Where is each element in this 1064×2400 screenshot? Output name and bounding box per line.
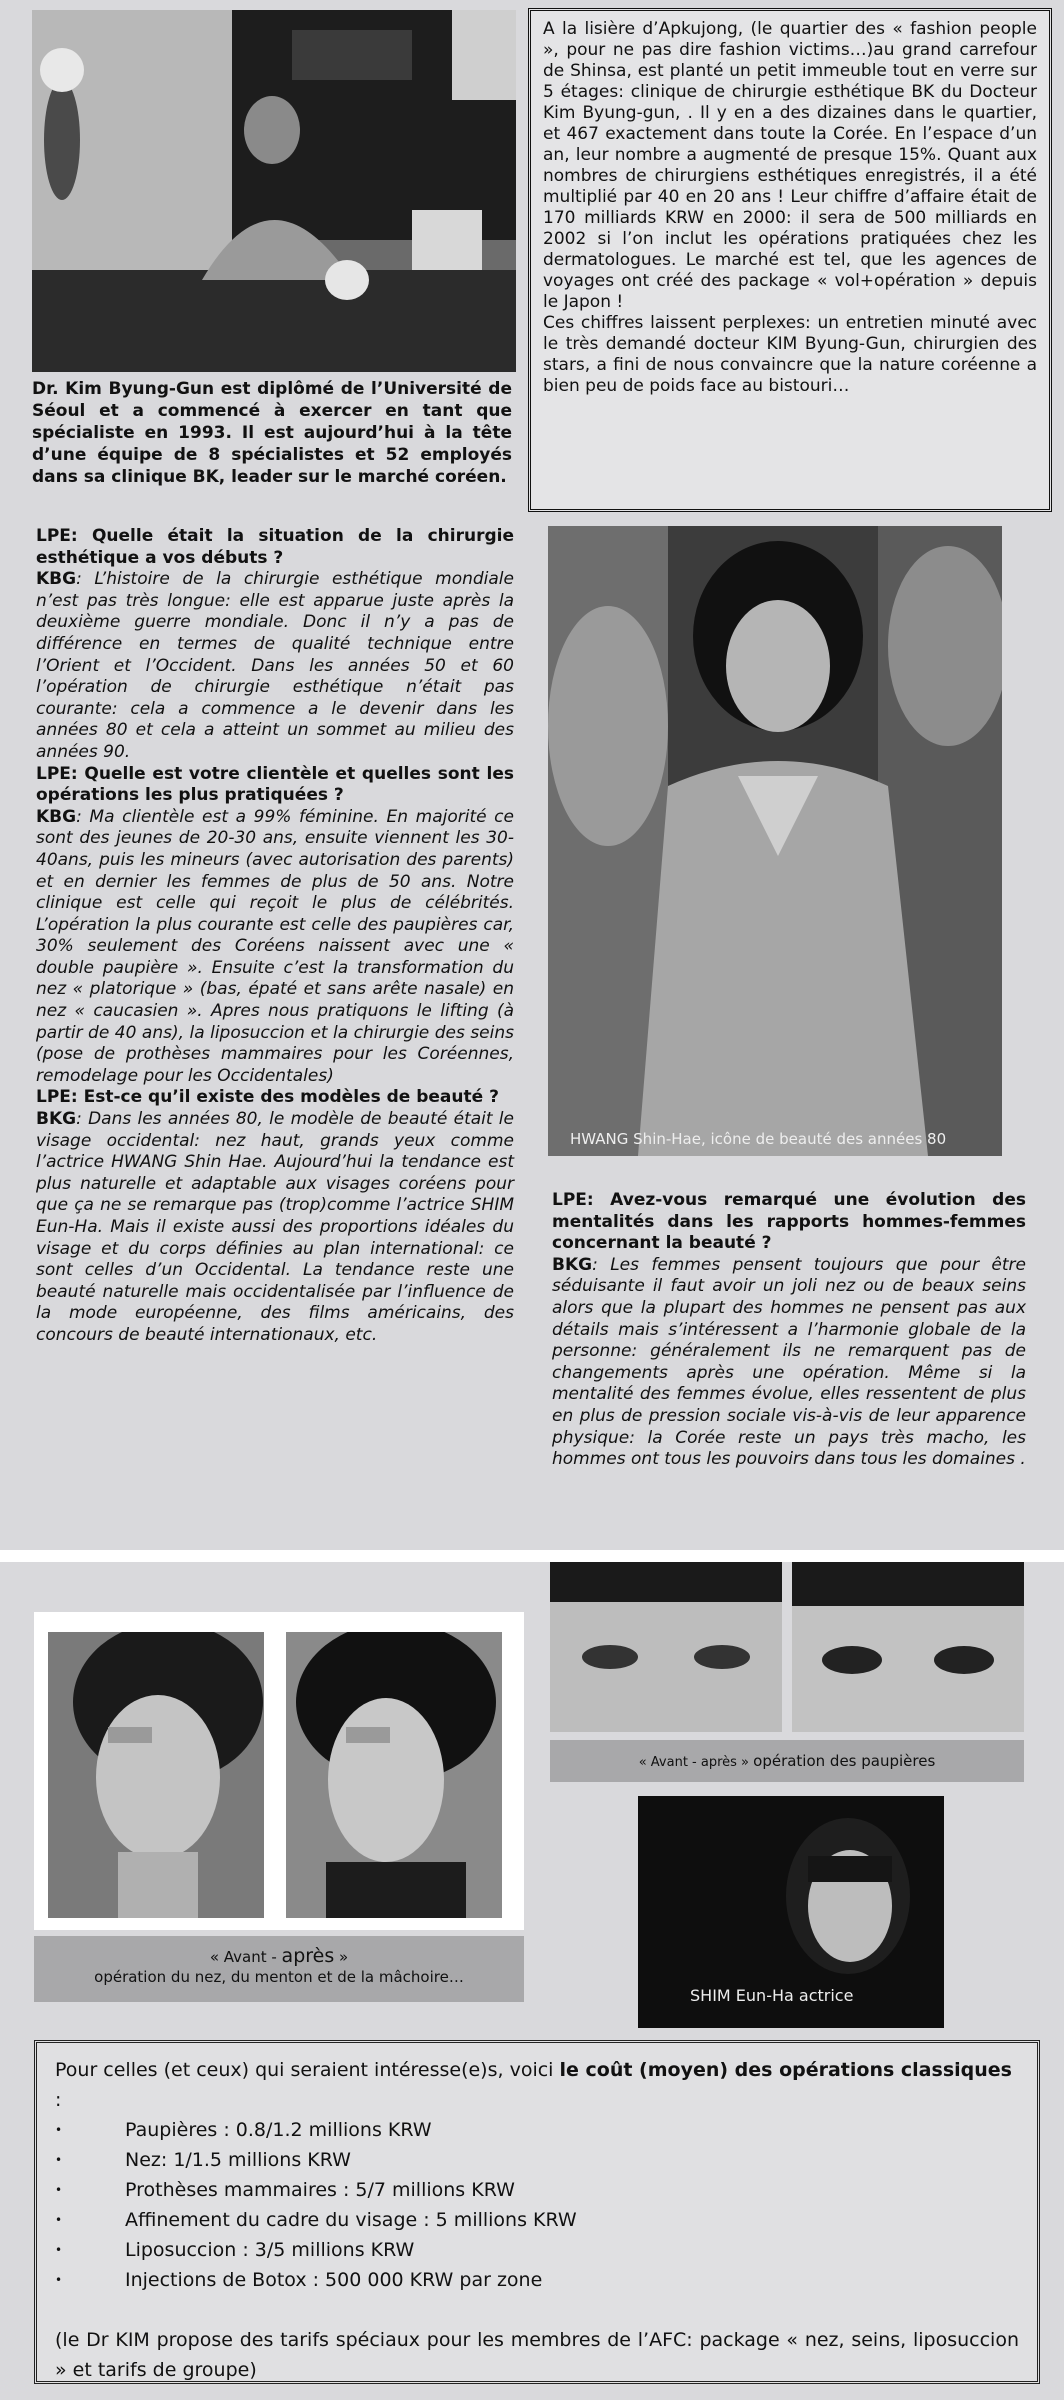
answer-3-tag: BKG	[36, 1109, 77, 1130]
answer-1-text: : L’histoire de la chirurgie esthétique mondiale n’est pas très longue: elle est apparue juste après la deuxième guerre mondiale. Donc il n’y a pas de différence en termes de qualité technique entre l’Orient et l’Occident. Dans les années 50 et 60 l’opération de chirurgie esthétique n’était pas courante: cela a commence a le devenir dans les années 80 et cela a atteint un sommet au milieu des années 90.	[36, 569, 514, 762]
answer-1-tag: KBG	[36, 569, 77, 590]
hwang-photo-caption: HWANG Shin-Hae, icône de beauté des années 80	[570, 1130, 947, 1148]
price-list	[55, 2115, 1019, 2295]
question-3-tag: LPE	[36, 1087, 71, 1108]
answer-4-tag: BKG	[552, 1254, 593, 1275]
price-intro-end: :	[55, 2089, 62, 2111]
price-item-breast-implants: • Prothèses mammaires : 5/7 millions KRW	[55, 2175, 1019, 2205]
answer-2-tag: KBG	[36, 806, 77, 827]
page-separator	[0, 1550, 1064, 1562]
question-4-tag: LPE	[552, 1190, 587, 1210]
shim-photo-caption: SHIM Eun-Ha actrice	[690, 1986, 854, 2005]
nose-after-photo	[286, 1632, 502, 1918]
price-note: (le Dr KIM propose des tarifs spéciaux pour les membres de l’AFC: package « nez, seins, liposuccion » et tarifs de groupe)	[55, 2329, 1019, 2381]
answer-4-text: : Les femmes pensent toujours que pour être séduisante il faut avoir un joli nez ou de beaux seins alors que la plupart des hommes ne pensent pas aux détails mais s’intéressent a l’harmonie globale de la personne: généralement ils ne remarquent pas de changements après une opération. Même si la mentalité des femmes évolue, elles ressentent de plus en plus de pression sociale vis-à-vis de leur apparence physique: la Corée reste un pays très macho, les hommes ont tous les pouvoirs dans tous les domaines .	[552, 1254, 1026, 1470]
nose-caption-before: « Avant -	[209, 1948, 282, 1966]
answer-2	[36, 807, 514, 1088]
nose-caption-close: »	[334, 1948, 349, 1966]
question-3-text: : Est-ce qu’il existe des modèles de beauté ?	[70, 1087, 499, 1108]
eyes-after-photo	[792, 1562, 1024, 1732]
answer-3	[36, 1109, 514, 1347]
price-item-face-contour: • Affinement du cadre du visage : 5 millions KRW	[55, 2205, 1019, 2235]
eyes-caption-operation: opération des paupières	[753, 1752, 936, 1770]
nose-before-photo	[48, 1632, 264, 1918]
intro-paragraph-2: Ces chiffres laissent perplexes: un entretien minuté avec le très demandé docteur KIM Byung-Gun, chirurgien des stars, a fini de nous convaincre que la nature coréenne a bien peu de poids face au bistouri…	[543, 313, 1037, 396]
nose-caption-line-2: opération du nez, du menton et de la mâchoire…	[94, 1968, 464, 1986]
intro-box	[528, 8, 1052, 512]
question-3	[36, 1087, 514, 1109]
question-1-text: : Quelle était la situation de la chirurgie esthétique a vos débuts ?	[36, 526, 514, 568]
answer-1	[36, 569, 514, 763]
nose-caption-line-1	[34, 1946, 524, 1967]
nose-caption	[34, 1936, 524, 2002]
question-1-tag: LPE	[36, 526, 71, 546]
interview-left-column	[36, 526, 514, 1347]
question-1	[36, 526, 514, 569]
price-intro-bold: le coût (moyen) des opérations classiques	[559, 2059, 1012, 2081]
doctor-office-photo	[32, 10, 516, 372]
answer-3-text: : Dans les années 80, le modèle de beauté était le visage occidental: nez haut, grands yeux comme l’actrice HWANG Shin Hae. Aujourd’hui la tendance est plus naturelle et adaptable aux visages coréens pour que ça ne se remarque pas (trop)comme l’actrice SHIM Eun-Ha. Mais il existe aussi des proportions idéales du visage et du corps définies au plan international: ce sont celles d’un Occidental. La tendance reste une beauté naturelle mais occidentalisée par l’influence de la mode européenne, des films américains, des concours de beauté internationaux, etc.	[36, 1109, 514, 1345]
question-2	[36, 764, 514, 807]
price-item-nose: • Nez: 1/1.5 millions KRW	[55, 2145, 1019, 2175]
question-4	[552, 1190, 1026, 1255]
price-box	[34, 2040, 1040, 2384]
eyes-caption-before-after: « Avant - après »	[638, 1755, 754, 1770]
intro-paragraph-1: A la lisière d’Apkujong, (le quartier des « fashion people », pour ne pas dire fashion victims…)au grand carrefour de Shinsa, est planté un petit immeuble tout en verre sur 5 étages: clinique de chirurgie esthétique BK du Docteur Kim Byung-gun, . Il y en a des dizaines dans le quartier, et 467 exactement dans toute la Corée. En l’espace d’un an, leur nombre a augmenté de presque 15%. Quant aux nombres de chirurgiens esthétiques enregistrés, il a été multiplié par 40 en 20 ans ! Leur chiffre d’affaire était de 170 milliards KRW en 2000: il sera de 500 milliards en 2002 si l’on inclut les opérations pratiquées chez les dermatologues. Le marché est tel, que les agences de voyages ont créé des package « vol+opération » depuis le Japon !	[543, 19, 1037, 312]
nose-caption-after: après	[281, 1945, 335, 1967]
price-item-eyelids: • Paupières : 0.8/1.2 millions KRW	[55, 2115, 1019, 2145]
eyes-caption	[550, 1740, 1024, 1782]
price-item-liposuction: • Liposuccion : 3/5 millions KRW	[55, 2235, 1019, 2265]
interview-right-column	[552, 1190, 1026, 1471]
question-2-text: : Quelle est votre clientèle et quelles sont les opérations les plus pratiquées ?	[36, 763, 514, 806]
price-intro-plain: Pour celles (et ceux) qui seraient intéresse(e)s, voici	[55, 2059, 560, 2081]
question-4-text: : Avez-vous remarqué une évolution des mentalités dans les rapports hommes-femmes concernant la beauté ?	[552, 1190, 1026, 1254]
price-intro	[55, 2055, 1019, 2115]
eyes-before-photo	[550, 1562, 782, 1732]
doctor-caption: Dr. Kim Byung-Gun est diplômé de l’Université de Séoul et a commencé à exercer en tant que spécialiste en 1993. Il est aujourd’hui à la tête d’une équipe de 8 spécialistes et 52 employés dans sa clinique BK, leader sur le marché coréen.	[32, 379, 512, 487]
answer-4	[552, 1255, 1026, 1471]
price-item-botox: • Injections de Botox : 500 000 KRW par zone	[55, 2265, 1019, 2295]
answer-2-text: : Ma clientèle est a 99% féminine. En majorité ce sont des jeunes de 20-30 ans, ensuite viennent les 30-40ans, puis les mineurs (avec autorisation des parents) et en dernier les femmes de plus de 50 ans. Notre clinique est celle qui reçoit le plus de célébrités. L’opération la plus courante est celle des paupières car, 30% seulement des Coréens naissent avec une « double paupière ». Ensuite c’est la transformation du nez « platorique » (bas, épaté et sans arête nasale) en nez « caucasien ». Apres nous pratiquons le lifting (à partir de 40 ans), la liposuccion et la chirurgie des seins (pose de prothèses mammaires pour les Coréennes, remodelage pour les Occidentales)	[36, 806, 514, 1086]
hwang-shin-hae-photo	[548, 526, 1002, 1156]
question-2-tag: LPE	[36, 763, 71, 784]
